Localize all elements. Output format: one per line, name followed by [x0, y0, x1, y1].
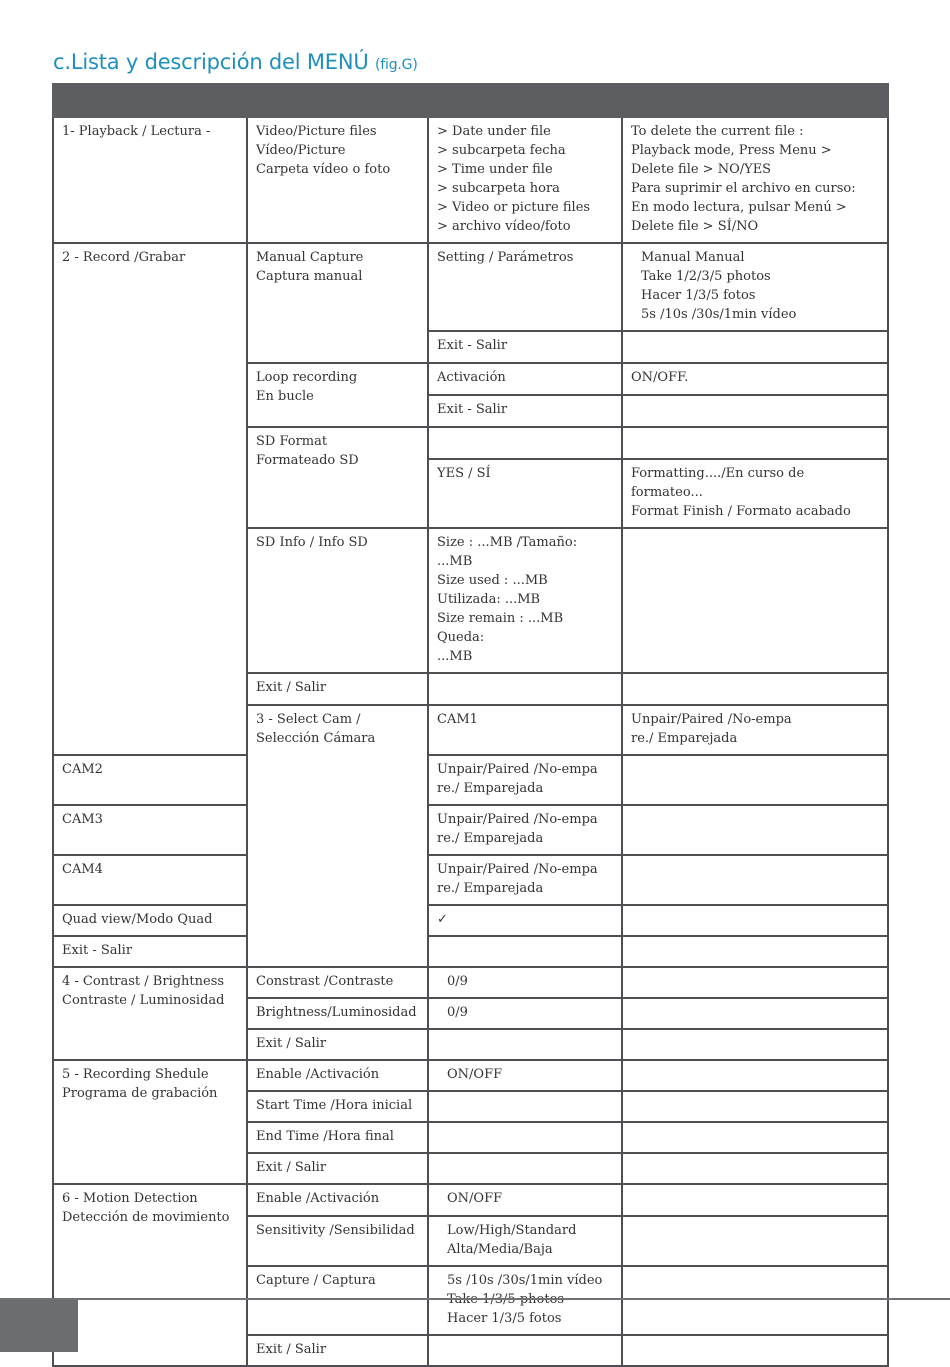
motion-sensitivity-levels: Low/High/Standard Alta/Media/Baja [428, 1216, 622, 1266]
schedule-exit: Exit / Salir [247, 1153, 428, 1184]
empty-cell [622, 1091, 888, 1122]
empty-cell [622, 936, 888, 967]
empty-cell [428, 673, 622, 705]
menu-schedule: 5 - Recording Shedule Programa de grabación [53, 1060, 247, 1184]
table-row [53, 967, 888, 998]
record-loop: Loop recording En bucle [247, 363, 428, 427]
cam1-status: Unpair/Paired /No-empa re./ Emparejada [622, 705, 888, 755]
page-title-sub: (fig.G) [375, 57, 418, 73]
brightness-range: 0/9 [428, 998, 622, 1029]
empty-cell [622, 427, 888, 459]
header-cell [428, 84, 622, 117]
empty-cell [622, 755, 888, 805]
empty-cell [428, 1335, 622, 1366]
empty-cell [622, 1335, 888, 1366]
page-title [53, 50, 418, 74]
select-cam-exit: Exit - Salir [53, 936, 247, 967]
empty-cell [622, 1216, 888, 1266]
menu-select-cam: 3 - Select Cam / Selección Cámara [247, 705, 428, 967]
schedule-enable: Enable /Activación [247, 1060, 428, 1091]
page-title-main: c.Lista y descripción del MENÚ [53, 50, 369, 74]
record-sd-format: SD Format Formateado SD [247, 427, 428, 528]
menu-contrast: 4 - Contrast / Brightness Contraste / Luminosidad [53, 967, 247, 1060]
empty-cell [622, 673, 888, 705]
check-icon: ✓ [428, 905, 622, 936]
record-sd-format-status: Formatting..../En curso de formateo... Format Finish / Formato acabado [622, 459, 888, 528]
empty-cell [428, 427, 622, 459]
schedule-end-time: End Time /Hora final [247, 1122, 428, 1153]
table-row [53, 1060, 888, 1091]
empty-cell [622, 805, 888, 855]
empty-cell [622, 905, 888, 936]
record-loop-onoff: ON/OFF. [622, 363, 888, 395]
empty-cell [622, 998, 888, 1029]
empty-cell [622, 1266, 888, 1335]
cam4-status: Unpair/Paired /No-empa re./ Emparejada [428, 855, 622, 905]
record-loop-activation: Activación [428, 363, 622, 395]
schedule-start-time: Start Time /Hora inicial [247, 1091, 428, 1122]
empty-cell [622, 528, 888, 673]
record-sd-format-yes: YES / SÍ [428, 459, 622, 528]
header-cell [53, 84, 247, 117]
table-row [53, 805, 888, 855]
empty-cell [428, 936, 622, 967]
record-manual-exit: Exit - Salir [428, 331, 622, 363]
table-row [53, 243, 888, 331]
table-row [53, 117, 888, 243]
empty-cell [622, 1184, 888, 1216]
empty-cell [622, 331, 888, 363]
menu-playback: 1- Playback / Lectura - [53, 117, 247, 243]
schedule-enable-onoff: ON/OFF [428, 1060, 622, 1091]
record-manual-options: Manual Manual Take 1/2/3/5 photos Hacer 1/3/5 fotos 5s /10s /30s/1min vídeo [622, 243, 888, 331]
motion-enable: Enable /Activación [247, 1184, 428, 1216]
record-sd-info-sizes: Size : ...MB /Tamaño: ...MB Size used : ...MB Utilizada: ...MB Size remain : ...MB Queda: ...MB [428, 528, 622, 673]
menu-record: 2 - Record /Grabar [53, 243, 247, 755]
cam2-status: Unpair/Paired /No-empa re./ Emparejada [428, 755, 622, 805]
empty-cell [622, 395, 888, 427]
record-loop-exit: Exit - Salir [428, 395, 622, 427]
table-header [53, 84, 888, 117]
playback-structure: > Date under file > subcarpeta fecha > Time under file > subcarpeta hora > Video or picture files > archivo vídeo/foto [428, 117, 622, 243]
cam3: CAM3 [53, 805, 247, 855]
table-row [53, 1184, 888, 1216]
record-manual-capture: Manual Capture Captura manual [247, 243, 428, 363]
empty-cell [428, 1091, 622, 1122]
cam1: CAM1 [428, 705, 622, 755]
empty-cell [428, 1153, 622, 1184]
empty-cell [622, 855, 888, 905]
table-row [53, 855, 888, 905]
footer-page-tab [0, 1300, 78, 1352]
contrast: Constrast /Contraste [247, 967, 428, 998]
table-row [53, 755, 888, 805]
brightness: Brightness/Luminosidad [247, 998, 428, 1029]
empty-cell [622, 1122, 888, 1153]
table-row [53, 905, 888, 936]
motion-sensitivity: Sensitivity /Sensibilidad [247, 1216, 428, 1266]
empty-cell [622, 1060, 888, 1091]
empty-cell [622, 1029, 888, 1060]
motion-capture-options: 5s /10s /30s/1min vídeo Hacer 1/3/5 fotos [428, 1266, 622, 1335]
record-manual-setting: Setting / Parámetros [428, 243, 622, 331]
empty-cell [622, 1153, 888, 1184]
footer-divider [0, 1298, 950, 1300]
empty-cell [428, 1029, 622, 1060]
empty-cell [622, 967, 888, 998]
menu-table [52, 83, 889, 1367]
playback-delete-info: To delete the current file : Playback mode, Press Menu > Delete file > NO/YES Para suprimir el archivo en curso: En modo lectura, pulsar Menú > Delete file > SÍ/NO [622, 117, 888, 243]
motion-exit: Exit / Salir [247, 1335, 428, 1366]
contrast-range: 0/9 [428, 967, 622, 998]
record-sd-info: SD Info / Info SD [247, 528, 428, 673]
cam2: CAM2 [53, 755, 247, 805]
empty-cell [428, 1122, 622, 1153]
contrast-exit: Exit / Salir [247, 1029, 428, 1060]
table-row [53, 936, 888, 967]
header-cell [247, 84, 428, 117]
motion-enable-onoff: ON/OFF [428, 1184, 622, 1216]
menu-motion: 6 - Motion Detection Detección de movimiento [53, 1184, 247, 1366]
header-cell [622, 84, 888, 117]
record-exit: Exit / Salir [247, 673, 428, 705]
cam3-status: Unpair/Paired /No-empa re./ Emparejada [428, 805, 622, 855]
quad-view: Quad view/Modo Quad [53, 905, 247, 936]
playback-files: Video/Picture files Vídeo/Picture Carpeta vídeo o foto [247, 117, 428, 243]
cam4: CAM4 [53, 855, 247, 905]
motion-capture: Capture / Captura [247, 1266, 428, 1335]
